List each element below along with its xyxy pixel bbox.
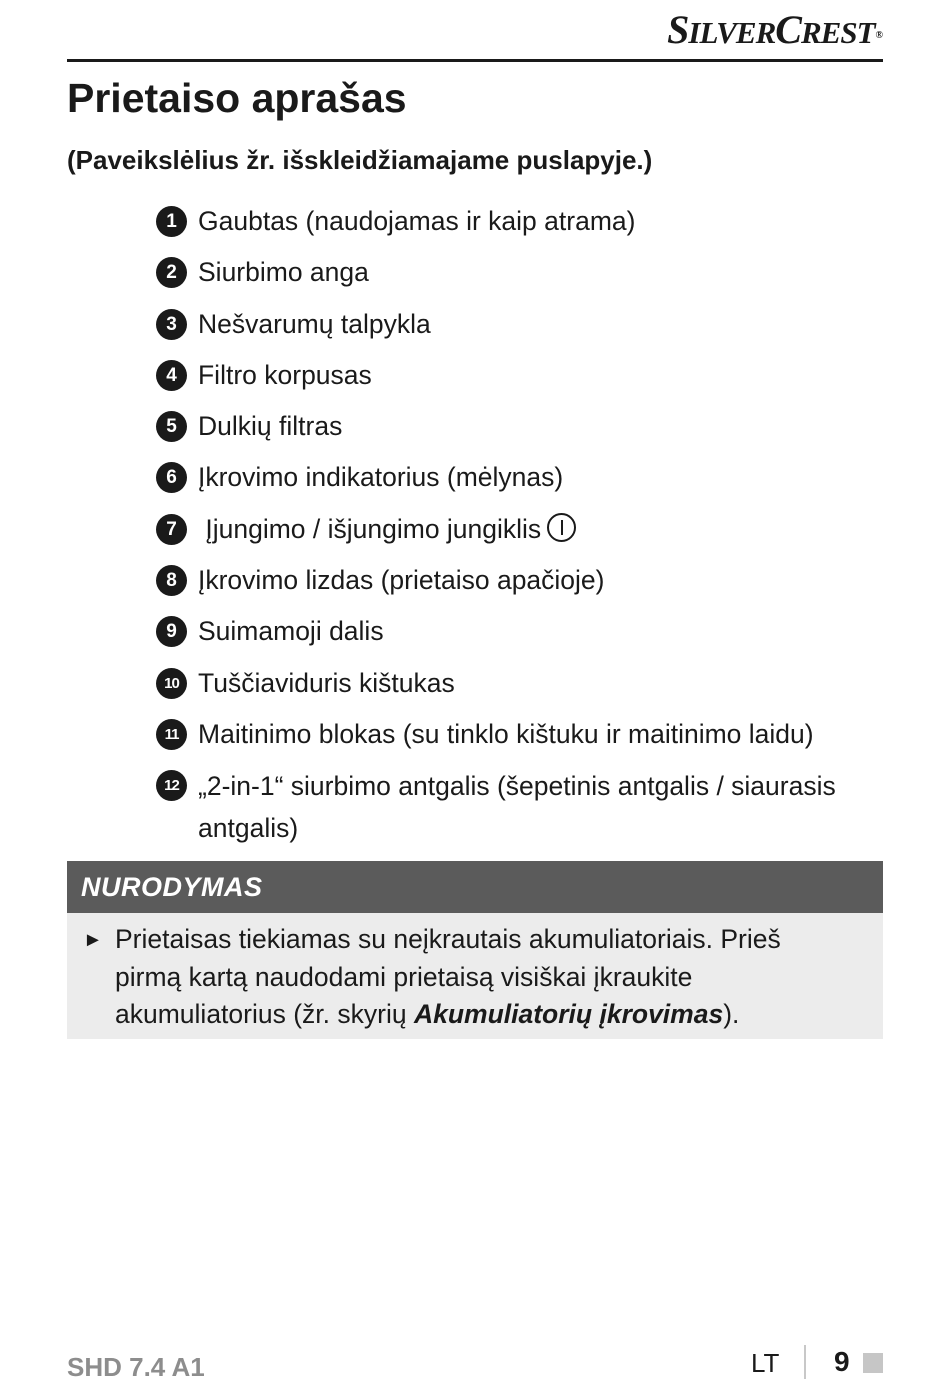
item-label: Įjungimo / išjungimo jungiklis [198, 513, 542, 544]
note-heading: NURODYMAS [67, 861, 883, 913]
item-number-badge: 12 [156, 770, 187, 801]
note-box [67, 861, 883, 1039]
item-label: Filtro korpusas [198, 359, 372, 390]
footer-model: SHD 7.4 A1 [67, 1352, 205, 1379]
footer-divider [804, 1345, 806, 1379]
list-item [156, 355, 883, 395]
note-section-reference: Akumuliatorių įkrovimas [413, 999, 724, 1029]
item-number-badge: 1 [156, 206, 187, 237]
page-subtitle: (Paveikslėlius žr. išskleidžiamajame puslapyje.) [67, 145, 653, 175]
note-text-end: ). [723, 999, 740, 1029]
page-marker-square [863, 1353, 883, 1373]
item-label: Siurbimo anga [198, 257, 369, 288]
list-item [156, 457, 883, 497]
item-number-badge: 5 [156, 411, 187, 442]
item-number-badge: 4 [156, 360, 187, 391]
list-item [156, 611, 883, 651]
item-number-badge: 10 [156, 668, 187, 699]
item-label: Įkrovimo indikatorius (mėlynas) [198, 462, 564, 493]
note-body [67, 913, 883, 1034]
item-number-badge: 2 [156, 257, 187, 288]
footer-language: LT [751, 1348, 780, 1378]
item-number-badge: 11 [156, 719, 187, 750]
page-title: Prietaiso aprašas [67, 75, 407, 121]
list-item [156, 663, 883, 703]
list-item [156, 560, 883, 600]
list-item [156, 304, 883, 344]
parts-list [156, 201, 883, 861]
item-label: Nešvarumų talpykla [198, 308, 431, 339]
silvercrest-logo: SILVERCREST® [667, 7, 882, 52]
list-item [156, 252, 883, 292]
header-rule [67, 59, 883, 62]
list-item [156, 509, 883, 549]
list-item [156, 765, 883, 849]
item-number-badge: 9 [156, 616, 187, 647]
item-number-badge: 3 [156, 309, 187, 340]
page-number: 9 [834, 1346, 850, 1377]
item-label: Gaubtas (naudojamas ir kaip atrama) [198, 206, 636, 236]
list-item [156, 714, 883, 754]
item-label: „2-in-1“ siurbimo antgalis (šepetinis antgalis / siaurasis antgalis) [198, 771, 836, 844]
item-label: Įkrovimo lizdas (prietaiso apačioje) [198, 565, 605, 596]
bullet-arrow-icon: ► [83, 929, 103, 951]
item-label: Tuščiaviduris kištukas [198, 667, 455, 698]
item-number-badge: 8 [156, 565, 187, 596]
power-button-icon [547, 513, 576, 542]
list-item [156, 406, 883, 446]
note-text: Prietaisas tiekiamas su neįkrautais akumuliatoriais. Prieš pirmą kartą naudodami prietaisą visiškai įkraukite akumuliatorius (žr. skyrių [115, 924, 781, 1029]
item-number-badge: 7 [156, 514, 187, 545]
item-label: Dulkių filtras [198, 411, 343, 442]
list-item [156, 201, 883, 241]
item-label: Maitinimo blokas (su tinklo kištuku ir maitinimo laidu) [198, 718, 814, 749]
item-number-badge: 6 [156, 462, 187, 493]
item-label: Suimamoji dalis [198, 616, 384, 647]
